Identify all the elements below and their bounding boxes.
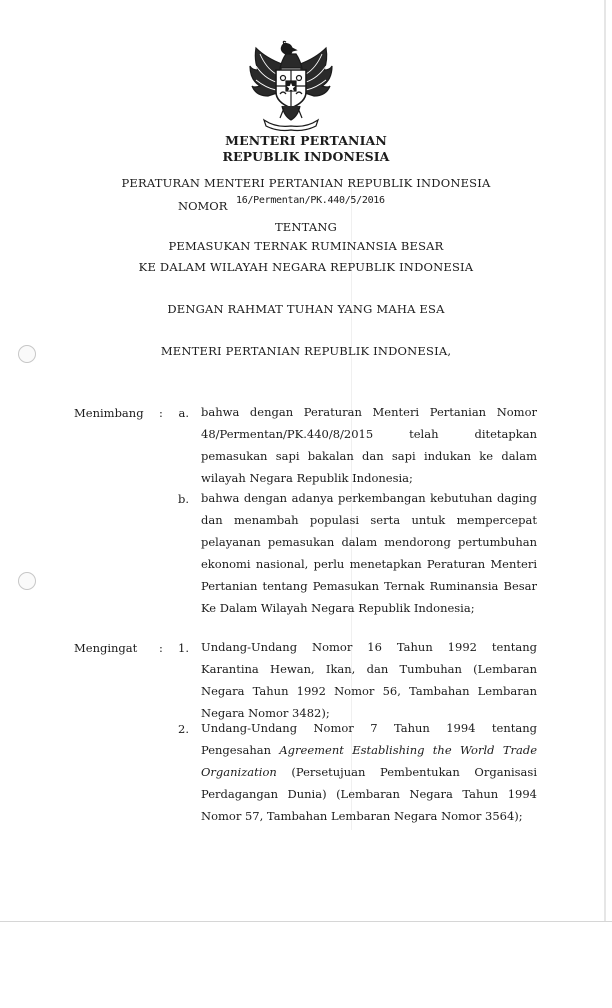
institution-line-2: REPUBLIK INDONESIA [222,149,390,164]
tentang-heading: TENTANG [274,220,338,234]
regulation-title: PERATURAN MENTERI PERTANIAN REPUBLIK INDONESIA [121,176,491,190]
nomor-value: 16/Permentan/PK.440/5/2016 [236,195,385,206]
subject-line-2: KE DALAM WILAYAH NEGARA REPUBLIK INDONESIA [138,260,474,274]
menimbang-colon: : [159,406,163,420]
menimbang-label: Menimbang [74,406,144,420]
punch-hole-bottom [18,572,36,590]
mengingat-item-2-text-italic: Agreement Establishing the World Trade Organization [201,743,538,779]
mengingat-item-2-num: 2. [178,722,189,736]
preamble: DENGAN RAHMAT TUHAN YANG MAHA ESA [167,302,445,316]
mengingat-item-1-num: 1. [178,641,189,655]
mengingat-item-2-text [201,717,537,827]
mengingat-label: Mengingat [74,641,138,655]
subject-line-1: PEMASUKAN TERNAK RUMINANSIA BESAR [168,239,444,253]
mengingat-item-1-text: Undang-Undang Nomor 16 Tahun 1992 tentang Karantina Hewan, Ikan, dan Tumbuhan (Lembaran Negara Tahun 1992 Nomor 56, Tambahan Lembaran Negara Nomor 3482); [201,640,537,720]
issuer-line: MENTERI PERTANIAN REPUBLIK INDONESIA, [160,344,452,358]
menimbang-item-a-num: a. [178,406,189,420]
page-bottom-edge [0,921,612,922]
institution-line-1: MENTERI PERTANIAN [225,133,387,148]
nomor-label: NOMOR [178,199,228,213]
menimbang-item-b-text: bahwa dengan adanya perkembangan kebutuhan daging dan menambah populasi serta untuk mempercepat pelayanan pemasukan dalam mendorong pertumbuhan ekonomi nasional, perlu menetapkan Peraturan Menteri Pertanian tentang Pemasukan Ternak Ruminansia Besar Ke Dalam Wilayah Negara Republik Indonesia; [201,491,537,615]
menimbang-item-b-num: b. [177,492,189,506]
mengingat-item-2-text-after: (Persetujuan Pembentukan Organisasi Perdagangan Dunia) (Lembaran Negara Tahun 1994 Nomor 57, Tambahan Lembaran Negara Nomor 3564); [201,765,537,823]
menimbang-item-a-text: bahwa dengan Peraturan Menteri Pertanian Nomor 48/Permentan/PK.440/8/2015 telah ditetapkan pemasukan sapi bakalan dan sapi indukan ke dalam wilayah Negara Republik Indonesia; [201,405,537,485]
garuda-emblem-icon [246,40,336,132]
mengingat-colon: : [159,641,163,655]
mengingat-item-2-text-before: Undang-Undang Nomor 7 Tahun 1994 tentang Pengesahan [201,721,537,757]
